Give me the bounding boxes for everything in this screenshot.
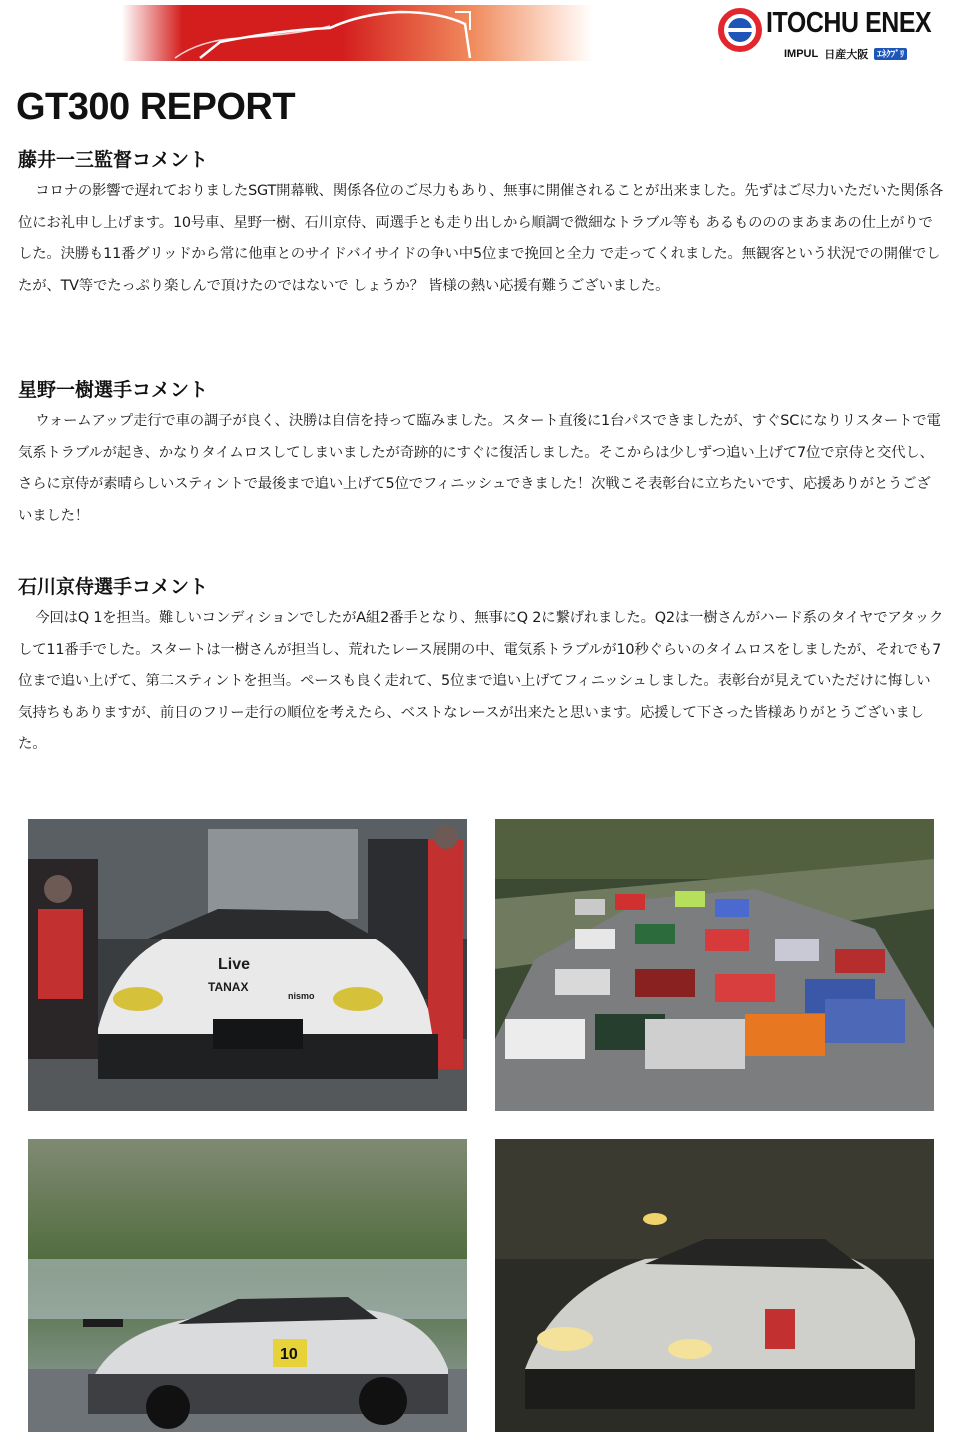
itochu-enex-logo [718, 6, 950, 62]
impul-logo: IMPUL [784, 48, 819, 60]
enex-frie-logo: ｴﾈｸﾌﾞﾘ [874, 48, 907, 60]
photo-car-on-track-motion-blur [28, 1139, 467, 1432]
car-livery-nismo: nismo [288, 991, 315, 1001]
comment-heading: 星野一樹選手コメント [18, 379, 209, 401]
car-livery-live: Live [218, 956, 251, 973]
photo-race-start-pack [495, 819, 934, 1111]
car-number: 10 [280, 1346, 298, 1363]
comment-heading: 石川京侍選手コメント [18, 576, 209, 598]
car-livery-tanax: TANAX [208, 980, 249, 994]
comment-body: ウォームアップ走行で車の調子が良く、決勝は自信を持って臨みました。スタート直後に1台パスできましたが、すぐSCになりリスタートで電気系トラブルが起き、かなりタイムロスしてしまいましたが奇跡的にすぐに復活しました。そこからは少しずつ追い上げて7位で京侍と交代し、さらに京侍が素晴らしいスティントで最後まで追い上げて5位でフィニッシュできました！次戦こそ表彰台に立ちたいです、応援ありがとうございました！ [18, 413, 941, 524]
itochu-enex-logo-mark-icon [718, 8, 762, 52]
report-title: GT300 REPORT [16, 86, 296, 128]
photo-pit-garage [28, 819, 467, 1111]
brand-name: ITOCHU ENEX [766, 7, 932, 39]
comment-section-driver-ishikawa [18, 573, 944, 761]
comment-body: 今回はQ 1を担当。難しいコンディションでしたがA組2番手となり、無事にQ 2に繋げれました。Q2は一樹さんがハード系のタイヤでアタックして11番手でした。スタートは一樹さんが担当し、荒れたレース展開の中、電気系トラブルが10秒ぐらいのタイムロスをしましたが、それでも7位まで追い上げて、第二スティントを担当。ペースも良く走れて、5位まで追い上げてフィニッシュしました。表彰台が見えていただけに悔しい気持ちもありますが、前日のフリー走行の順位を考えたら、ベストなレースが出来たと思います。応援して下さった皆様ありがとうございました。 [18, 610, 944, 752]
comment-body: コロナの影響で遅れておりましたSGT開幕戦、関係各位のご尽力もあり、無事に開催されることが出来ました。先ずはご尽力いただいた関係各位にお礼申し上げます。10号車、星野一樹、石川京侍、両選手とも走り出しから順調で微細なトラブル等も あるものののまあまあの仕上がりでした。決勝も11番グリッドから常に他車とのサイドバイサイドの争い中5位まで挽回と全力 で走ってくれました。無観客という状況での開催でしたが、TV等でたっぷり楽しんで頂けたのではないで しょうか？ 皆様の熱い応援有難うございました。 [18, 183, 944, 294]
nissan-osaka-logo: 日産大阪 [824, 49, 869, 61]
comment-section-director [18, 146, 944, 302]
comment-heading: 藤井一三監督コメント [18, 149, 209, 171]
brand-sub-logos [784, 46, 907, 62]
photo-car-in-rain-night [495, 1139, 934, 1432]
comment-section-driver-hoshino [18, 376, 944, 532]
